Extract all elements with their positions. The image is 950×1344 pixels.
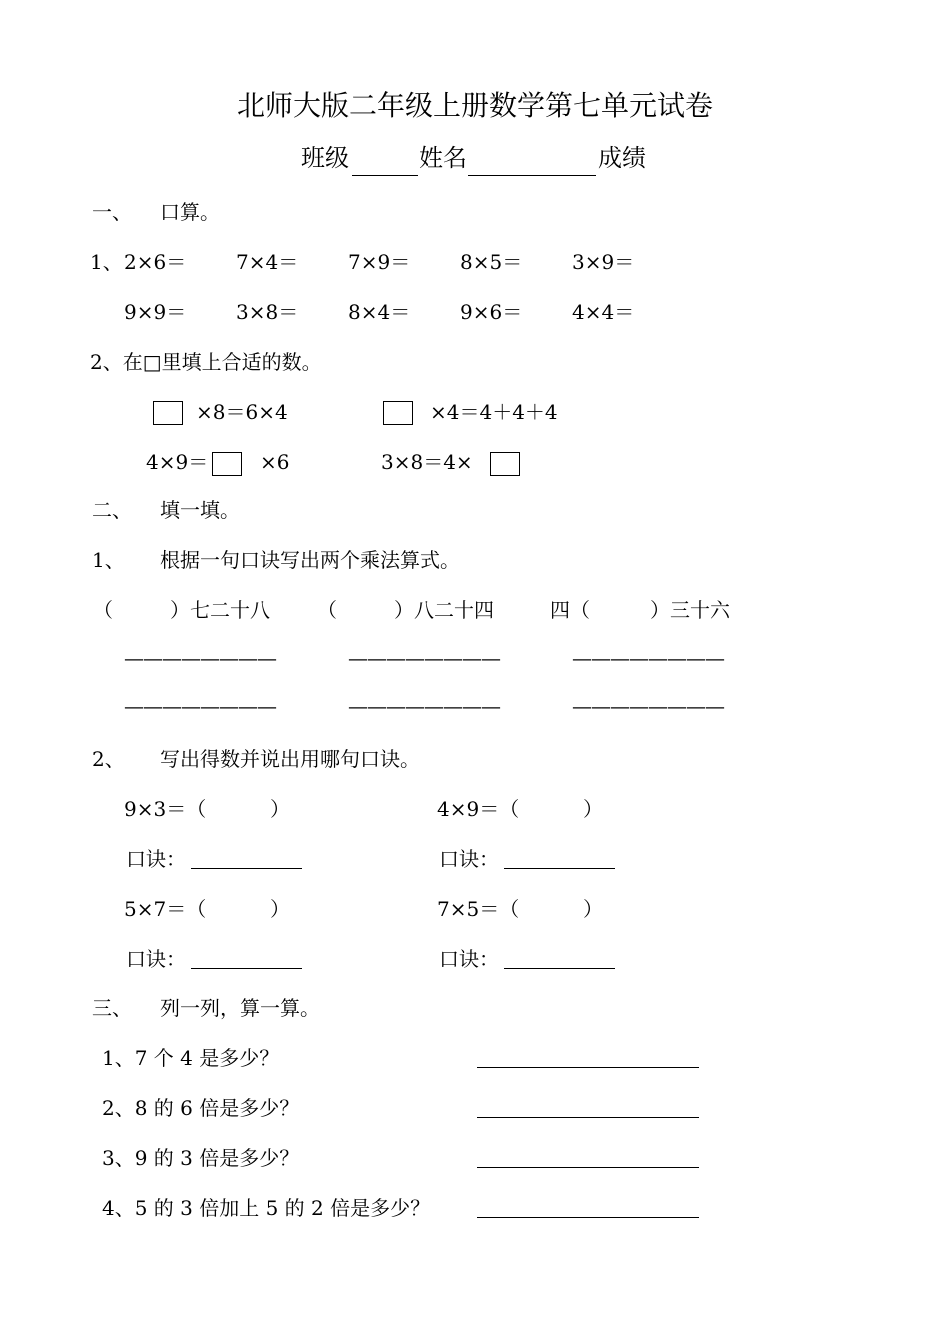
rhyme-text: ）八二十四 bbox=[394, 598, 494, 622]
section3-heading: 列一列，算一算。 bbox=[160, 996, 320, 1020]
rhyme-open-paren: 四（ bbox=[550, 598, 590, 622]
word-problem: 1、7 个 4 是多少？ bbox=[102, 1046, 280, 1070]
answer-line[interactable]: ———————— bbox=[572, 694, 724, 718]
question-number: 2、 bbox=[92, 747, 125, 771]
answer-box[interactable] bbox=[212, 452, 242, 476]
page-title: 北师大版二年级上册数学第七单元试卷 bbox=[236, 89, 713, 122]
oral-calc-item: 3×8＝ bbox=[236, 300, 299, 324]
oral-calc-item: 9×6＝ bbox=[460, 300, 523, 324]
koujue-blank[interactable] bbox=[191, 968, 302, 969]
word-problem-answer-line[interactable] bbox=[477, 1167, 699, 1168]
answer-box[interactable] bbox=[383, 401, 413, 425]
answer-line[interactable]: ———————— bbox=[124, 646, 276, 670]
oral-calc-item: 7×9＝ bbox=[348, 250, 411, 274]
answer-line[interactable]: ———————— bbox=[572, 646, 724, 670]
fill-box-equation: ×4＝4＋4＋4 bbox=[430, 400, 558, 424]
koujue-label: 口诀： bbox=[439, 947, 499, 971]
score-label: 成绩 bbox=[598, 144, 646, 172]
equation: 9×3＝（ bbox=[124, 797, 207, 821]
close-paren: ） bbox=[583, 897, 603, 921]
koujue-label: 口诀： bbox=[439, 847, 499, 871]
answer-box[interactable] bbox=[490, 452, 520, 476]
close-paren: ） bbox=[270, 897, 290, 921]
word-problem: 3、9 的 3 倍是多少？ bbox=[102, 1146, 300, 1170]
answer-line[interactable]: ———————— bbox=[348, 694, 500, 718]
close-paren: ） bbox=[583, 797, 603, 821]
rhyme-text: ）七二十八 bbox=[170, 598, 270, 622]
fill-box-equation: 4×9＝ bbox=[146, 450, 209, 474]
oral-calc-item: 9×9＝ bbox=[124, 300, 187, 324]
question-number: 1、 bbox=[90, 250, 123, 274]
rhyme-open-paren: （ bbox=[93, 598, 113, 622]
word-problem-answer-line[interactable] bbox=[477, 1217, 699, 1218]
oral-calc-item: 2×6＝ bbox=[124, 250, 187, 274]
fill-box-equation: ×6 bbox=[260, 450, 290, 474]
close-paren: ） bbox=[270, 797, 290, 821]
rhyme-open-paren: （ bbox=[317, 598, 337, 622]
name-label: 姓名 bbox=[419, 144, 467, 172]
oral-calc-item: 8×4＝ bbox=[348, 300, 411, 324]
equation: 5×7＝（ bbox=[124, 897, 207, 921]
class-blank[interactable] bbox=[352, 175, 418, 176]
class-label: 班级 bbox=[301, 144, 349, 172]
fill-box-instruction: 2、在□里填上合适的数。 bbox=[90, 350, 322, 374]
koujue-label: 口诀： bbox=[126, 847, 186, 871]
question-text: 写出得数并说出用哪句口诀。 bbox=[160, 747, 420, 771]
koujue-label: 口诀： bbox=[126, 947, 186, 971]
equation: 7×5＝（ bbox=[437, 897, 520, 921]
answer-line[interactable]: ———————— bbox=[348, 646, 500, 670]
question-number: 1、 bbox=[92, 548, 125, 572]
word-problem-answer-line[interactable] bbox=[477, 1067, 699, 1068]
answer-box[interactable] bbox=[153, 401, 183, 425]
oral-calc-item: 3×9＝ bbox=[572, 250, 635, 274]
oral-calc-item: 8×5＝ bbox=[460, 250, 523, 274]
question-text: 根据一句口诀写出两个乘法算式。 bbox=[160, 548, 460, 572]
oral-calc-item: 4×4＝ bbox=[572, 300, 635, 324]
oral-calc-item: 7×4＝ bbox=[236, 250, 299, 274]
name-blank[interactable] bbox=[468, 175, 596, 176]
koujue-blank[interactable] bbox=[504, 868, 615, 869]
koujue-blank[interactable] bbox=[191, 868, 302, 869]
section2-heading-number: 二、 bbox=[92, 498, 132, 522]
section2-heading: 填一填。 bbox=[160, 498, 240, 522]
word-problem: 2、8 的 6 倍是多少？ bbox=[102, 1096, 300, 1120]
koujue-blank[interactable] bbox=[504, 968, 615, 969]
word-problem-answer-line[interactable] bbox=[477, 1117, 699, 1118]
word-problem: 4、5 的 3 倍加上 5 的 2 倍是多少？ bbox=[102, 1196, 431, 1220]
section1-heading: 口算。 bbox=[160, 200, 220, 224]
answer-line[interactable]: ———————— bbox=[124, 694, 276, 718]
equation: 4×9＝（ bbox=[437, 797, 520, 821]
fill-box-equation: ×8＝6×4 bbox=[196, 400, 288, 424]
rhyme-text: ）三十六 bbox=[650, 598, 730, 622]
section1-heading-number: 一、 bbox=[92, 200, 132, 224]
section3-heading-number: 三、 bbox=[92, 996, 132, 1020]
fill-box-equation: 3×8＝4× bbox=[381, 450, 473, 474]
